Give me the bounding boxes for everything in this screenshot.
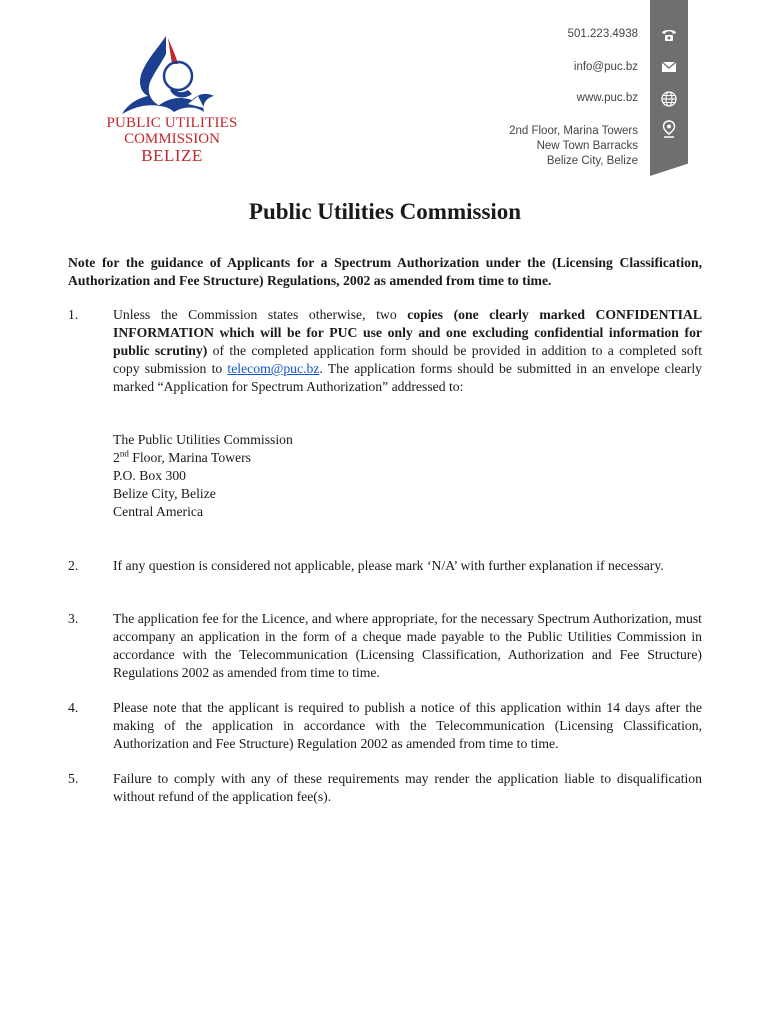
item-number: 3.: [68, 611, 79, 626]
address-line: Central America: [113, 504, 204, 519]
item-text: Please note that the applicant is required to publish a notice of this application within 14 days after the making of the application in accordance with the Telecommunication (Licensing Classification, Authorization and Fee Structure) Regulation 2002 as amended from time to time.: [113, 700, 702, 751]
address-line: P.O. Box 300: [113, 468, 187, 483]
page-title: Public Utilities Commission: [248, 199, 522, 224]
puc-logo: [96, 34, 248, 170]
list-item-3: [68, 610, 702, 682]
list-item-5: [68, 770, 702, 806]
item-text: If any question is considered not applicable, please mark ‘N/A’ with further explanation if necessary.: [113, 558, 664, 573]
logo-line-3: BELIZE: [141, 146, 203, 165]
confidential-copies-note: copies (one clearly marked CONFIDENTIAL INFORMATION which will be for PUC use only and one excluding confidential information for public scrutiny): [113, 307, 702, 358]
address-line: 2nd Floor, Marina Towers: [113, 448, 252, 465]
globe-icon: [660, 90, 678, 108]
contact-icon-strip: [650, 0, 688, 176]
office-address-line-3: Belize City, Belize: [546, 155, 638, 167]
address-line: The Public Utilities Commission: [113, 432, 293, 447]
logo-line-2: COMMISSION: [124, 131, 220, 147]
address-line: Belize City, Belize: [113, 486, 216, 501]
puc-emblem-icon: [118, 34, 226, 118]
phone-icon: [660, 26, 678, 44]
guidance-note: Note for the guidance of Applicants for a Spectrum Authorization under the (Licensing Classification, Authorization and Fee Structure) Regulations, 2002 as amended from time to time.: [68, 255, 702, 288]
website-url[interactable]: www.puc.bz: [576, 92, 638, 104]
email-address[interactable]: info@puc.bz: [573, 61, 638, 73]
phone-number: 501.223.4938: [567, 28, 638, 40]
item-number: 4.: [68, 700, 79, 715]
item-number: 5.: [68, 771, 79, 786]
location-pin-icon: [660, 120, 678, 138]
item-number: 2.: [68, 558, 79, 573]
office-address-line-2: New Town Barracks: [536, 140, 638, 152]
telecom-email-link[interactable]: telecom@puc.bz: [227, 361, 320, 376]
list-item-2: [68, 557, 702, 575]
item-number: 1.: [68, 307, 79, 322]
mailing-address: [113, 431, 293, 521]
logo-line-1: PUBLIC UTILITIES: [106, 115, 238, 131]
mail-icon: [660, 58, 678, 76]
office-address-line-1: 2nd Floor, Marina Towers: [509, 125, 638, 137]
item-text: The application fee for the Licence, and where appropriate, for the necessary Spectrum Authorization, must accompany an application in the form of a cheque made payable to the Public Utilities Commission in accordance with the Telecommunication (Licensing Classification, Authorization and Fee Structure) Regulations 2002 as amended from time to time.: [113, 611, 702, 680]
list-item-4: [68, 699, 702, 753]
list-item-1: 1. Unless the Commission states otherwise, two copies (one clearly marked CONFIDENTIAL INFORMATION which will be for PUC use only and one excluding confidential information for public scrutiny) of the completed application form should be provided in addition to a completed soft copy submission to telecom@puc.bz. The application forms should be submitted in an envelope clearly marked “Application for Spectrum Authorization” addressed to:: [68, 307, 702, 394]
item-text: Failure to comply with any of these requirements may render the application liable to disqualification without refund of the application fee(s).: [113, 771, 702, 804]
